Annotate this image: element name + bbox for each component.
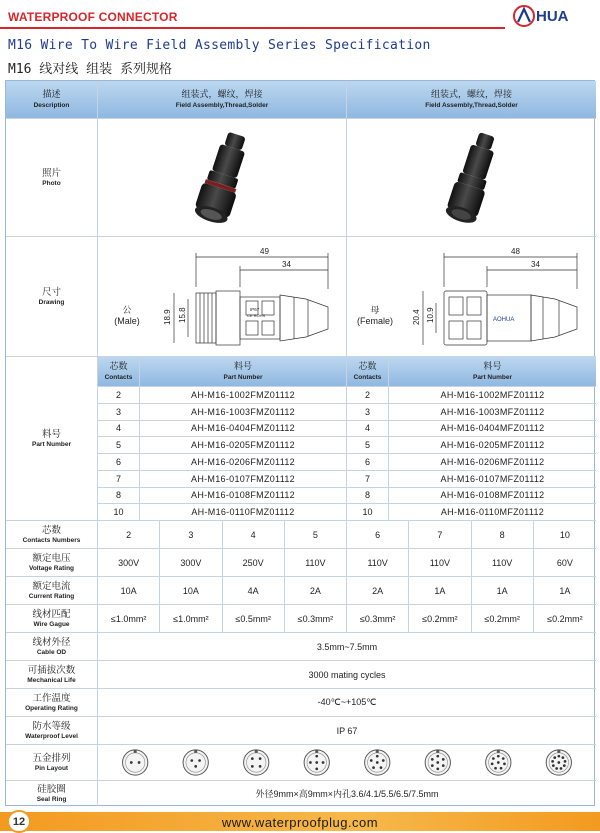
male-part-number: AH-M16-1003FMZ01112 <box>140 404 347 421</box>
female-dim-inner: 10.9 <box>426 307 435 323</box>
voltage-value: 250V <box>223 549 285 577</box>
male-part-number: AH-M16-1002FMZ01112 <box>140 387 347 404</box>
female-part-number: AH-M16-1002MFZ01112 <box>389 387 596 404</box>
current-label: 额定电流 Current Rating <box>6 577 98 605</box>
pin-layout-5-icon <box>304 750 329 775</box>
female-contacts-cell: 10 <box>347 504 389 521</box>
spec-table <box>5 80 595 806</box>
current-value: 1A <box>472 577 534 605</box>
header-divider <box>0 27 505 29</box>
logo-word: HUA <box>536 8 569 25</box>
female-contacts-header: 芯数 Contacts <box>347 357 389 387</box>
footer-url[interactable]: www.waterproofplug.com <box>221 815 379 830</box>
female-contacts-cell: 5 <box>347 437 389 454</box>
pin-layout-7-icon <box>425 750 450 775</box>
brand-title: WATERPROOF CONNECTOR <box>8 10 178 24</box>
current-value: 4A <box>223 577 285 605</box>
dim-body: 34 <box>282 260 291 269</box>
pin-layout-10-icon <box>546 750 571 775</box>
male-contacts-cell: 10 <box>98 504 140 521</box>
female-dim-body: 34 <box>531 260 540 269</box>
male-part-number: AH-M16-0206FMZ01112 <box>140 454 347 471</box>
female-contacts-cell: 4 <box>347 421 389 438</box>
current-value: 2A <box>347 577 409 605</box>
male-contacts-cell: 3 <box>98 404 140 421</box>
seal-ring-value: 外径9mm×高9mm×内孔3.6/4.1/5.5/6.5/7.5mm <box>255 789 439 799</box>
contacts-value: 4 <box>223 521 285 549</box>
male-contacts-header: 芯数 Contacts <box>98 357 140 387</box>
female-photo <box>347 119 596 237</box>
female-dim-outer: 20.4 <box>412 309 421 325</box>
male-contacts-cell: 6 <box>98 454 140 471</box>
contacts-value: 3 <box>160 521 222 549</box>
title-english: M16 Wire To Wire Field Assembly Series Specification <box>8 38 431 53</box>
current-value: 10A <box>160 577 222 605</box>
page-number: 12 <box>7 810 31 833</box>
photo-label: 照片 Photo <box>6 119 98 237</box>
female-part-number: AH-M16-0206MFZ01112 <box>389 454 596 471</box>
dim-outer: 18.9 <box>163 309 172 325</box>
male-dimension-drawing <box>98 237 347 357</box>
contacts-value: 2 <box>98 521 160 549</box>
male-part-number: AH-M16-0108FMZ01112 <box>140 488 347 505</box>
male-pn-header: 料号 Part Number <box>140 357 347 387</box>
seal-ring-label: 硅胶圈 Seal Ring <box>6 781 98 806</box>
male-contacts-cell: 5 <box>98 437 140 454</box>
current-value: 10A <box>98 577 160 605</box>
drawing-label: 尺寸 Drawing <box>6 237 98 357</box>
pin-layout-2-icon <box>123 750 148 775</box>
pin-layout-3-icon <box>183 750 208 775</box>
wire-gauge-value: ≤0.2mm² <box>472 605 534 633</box>
female-contacts-cell: 3 <box>347 404 389 421</box>
voltage-value: 110V <box>285 549 347 577</box>
title-chinese: M16 线对线 组装 系列规格 <box>8 62 172 77</box>
voltage-value: 110V <box>347 549 409 577</box>
pin-layout-6-icon <box>365 750 390 775</box>
male-contacts-cell: 7 <box>98 471 140 488</box>
contacts-value: 6 <box>347 521 409 549</box>
wire-gauge-value: ≤0.3mm² <box>285 605 347 633</box>
waterproof-label: 防水等级 Waterproof Level <box>6 717 98 745</box>
female-part-number: AH-M16-0404MFZ01112 <box>389 421 596 438</box>
part-number-label: 料号 Part Number <box>6 357 98 521</box>
contacts-value: 10 <box>534 521 596 549</box>
male-drawing <box>98 237 347 357</box>
current-value: 1A <box>409 577 471 605</box>
contacts-value: 8 <box>472 521 534 549</box>
female-dimension-drawing <box>347 237 596 357</box>
voltage-label: 额定电压 Voltage Rating <box>6 549 98 577</box>
female-part-number: AH-M16-0108MFZ01112 <box>389 488 596 505</box>
voltage-value: 110V <box>409 549 471 577</box>
contacts-value: 7 <box>409 521 471 549</box>
pin-layout-label: 五金排列 Pin Layout <box>6 745 98 781</box>
male-contacts-cell: 2 <box>98 387 140 404</box>
aohua-logo <box>512 3 596 29</box>
male-part-number: AH-M16-0110FMZ01112 <box>140 504 347 521</box>
voltage-value: 110V <box>472 549 534 577</box>
wire-gauge-value: ≤0.5mm² <box>223 605 285 633</box>
wire-gauge-value: ≤0.2mm² <box>534 605 596 633</box>
footer <box>0 810 600 833</box>
male-col-header: 组装式，螺纹，焊接 Field Assembly,Thread,Solder <box>98 81 347 119</box>
dim-inner: 15.8 <box>178 307 187 323</box>
male-contacts-cell: 8 <box>98 488 140 505</box>
contacts-numbers-label: 芯数 Contacts Numbers <box>6 521 98 549</box>
cable-od-value: 3.5mm~7.5mm <box>98 633 596 661</box>
wire-gauge-value: ≤1.0mm² <box>160 605 222 633</box>
cable-od-label: 线材外径 Cable OD <box>6 633 98 661</box>
female-label: 母 (Female) <box>356 305 393 326</box>
contacts-value: 5 <box>285 521 347 549</box>
female-contacts-cell: 7 <box>347 471 389 488</box>
voltage-value: 300V <box>98 549 160 577</box>
male-label: 公 (Male) <box>114 305 140 326</box>
female-drawing <box>347 237 596 357</box>
top-bar <box>0 0 600 34</box>
current-value: 2A <box>285 577 347 605</box>
wire-gauge-value: ≤0.2mm² <box>409 605 471 633</box>
op-rating-value: -40℃~+105℃ <box>98 689 596 717</box>
male-contacts-cell: 4 <box>98 421 140 438</box>
male-part-number: AH-M16-0107FMZ01112 <box>140 471 347 488</box>
dim-total: 49 <box>260 247 269 256</box>
wire-gauge-label: 线材匹配 Wire Gague <box>6 605 98 633</box>
female-contacts-cell: 6 <box>347 454 389 471</box>
male-marking-2: CE ROHS <box>247 313 266 318</box>
mech-life-label: 可插拔次数 Mechanical Life <box>6 661 98 689</box>
female-part-number: AH-M16-0110MFZ01112 <box>389 504 596 521</box>
pin-layout-diagram <box>98 745 596 780</box>
mech-life-value: 3000 mating cycles <box>98 661 596 689</box>
female-col-header: 组装式，螺纹，焊接 Field Assembly,Thread,Solder <box>347 81 596 119</box>
pin-layout-4-icon <box>244 750 269 775</box>
female-pn-header: 料号 Part Number <box>389 357 596 387</box>
female-contacts-cell: 8 <box>347 488 389 505</box>
male-part-number: AH-M16-0404FMZ01112 <box>140 421 347 438</box>
desc-header: 描述 Description <box>6 81 98 119</box>
wire-gauge-value: ≤0.3mm² <box>347 605 409 633</box>
female-part-number: AH-M16-0107MFZ01112 <box>389 471 596 488</box>
waterproof-value: IP 67 <box>98 717 596 745</box>
current-value: 1A <box>534 577 596 605</box>
voltage-value: 300V <box>160 549 222 577</box>
female-dim-total: 48 <box>511 247 520 256</box>
female-contacts-cell: 2 <box>347 387 389 404</box>
female-part-number: AH-M16-1003MFZ01112 <box>389 404 596 421</box>
female-marking-1: AOHUA <box>493 317 515 323</box>
pin-layout-8-icon <box>486 750 511 775</box>
female-connector-image <box>427 128 517 228</box>
male-part-number: AH-M16-0205FMZ01112 <box>140 437 347 454</box>
op-rating-label: 工作温度 Operating Rating <box>6 689 98 717</box>
female-part-number: AH-M16-0205MFZ01112 <box>389 437 596 454</box>
male-marking-1: IP67 <box>250 307 260 312</box>
voltage-value: 60V <box>534 549 596 577</box>
male-photo <box>98 119 347 237</box>
pin-layout-cell <box>98 745 596 781</box>
male-connector-image <box>177 128 267 228</box>
wire-gauge-value: ≤1.0mm² <box>98 605 160 633</box>
